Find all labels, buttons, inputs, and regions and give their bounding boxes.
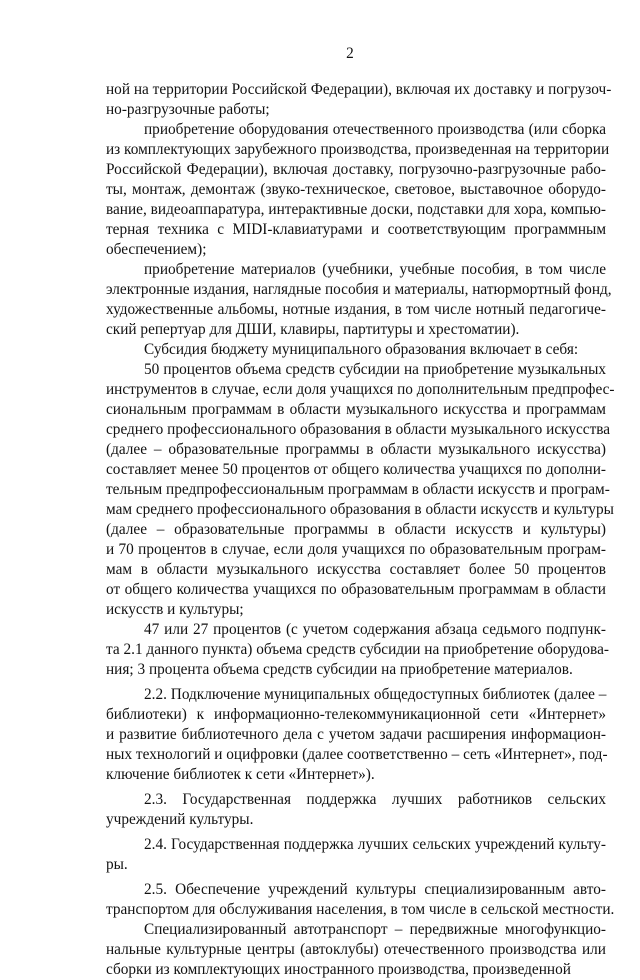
text-line: от общего количества учащихся по образовательным программам в области — [106, 581, 606, 598]
text-line: транспортом для обслуживания населения, в том числе в сельской местности. — [106, 901, 615, 918]
text-line: мам среднего профессионального образования в области искусств и культуры — [106, 501, 614, 518]
paragraph — [106, 620, 609, 680]
text-line: ры. — [106, 856, 128, 873]
page-number: 2 — [346, 45, 354, 62]
text-line: приобретение оборудования отечественного производства (или сборка — [144, 121, 606, 138]
text-line: та 2.1 данного пункта) объема средств субсидии на приобретение оборудова- — [106, 641, 609, 658]
paragraph — [106, 920, 606, 980]
text-line: среднего профессионального образования в области музыкального искусства — [106, 421, 611, 438]
text-line: 50 процентов объема средств субсидии на приобретение музыкальных — [144, 361, 606, 378]
text-line: сиональным программам в области музыкального искусства и программам — [106, 401, 606, 418]
text-line: учреждений культуры. — [106, 811, 254, 828]
text-line: ключение библиотек к сети «Интернет»). — [106, 766, 375, 783]
text-line: инструментов в случае, если доля учащихся по дополнительным предпрофес- — [106, 381, 615, 398]
text-line: терная техника с MIDI-клавиатурами и соответствующим программным — [106, 221, 606, 238]
text-line: ных технологий и оцифровки (далее соответственно – сеть «Интернет», под- — [106, 746, 608, 763]
text-line: мам в области музыкального искусства составляет более 50 процентов — [106, 561, 606, 578]
text-line: электронные издания, наглядные пособия и материалы, натюрмортный фонд, — [106, 281, 612, 298]
text-line: нальные культурные центры (автоклубы) отечественного производства или — [106, 941, 606, 958]
paragraph — [106, 685, 606, 785]
paragraph — [106, 80, 612, 120]
paragraph — [106, 360, 615, 620]
text-line: Специализированный автотранспорт – передвижные многофункцио- — [144, 921, 606, 938]
text-line: художественные альбомы, нотные издания, в том числе нотный педагогиче- — [106, 301, 606, 318]
paragraph — [106, 790, 606, 830]
text-line: 47 или 27 процентов (с учетом содержания абзаца седьмого подпунк- — [144, 621, 606, 638]
text-line: ной на территории Российской Федерации), включая их доставку и погрузоч- — [106, 81, 612, 98]
text-line: 2.4. Государственная поддержка лучших сельских учреждений культу- — [144, 836, 606, 853]
text-line: искусств и культуры; — [106, 601, 244, 618]
text-line: приобретение материалов (учебники, учебные пособия, в том числе — [144, 261, 606, 278]
text-line: тельным предпрофессиональным программам в области искусств и програм- — [106, 481, 610, 498]
paragraph — [106, 835, 606, 875]
paragraph — [106, 880, 615, 920]
text-line: 2.2. Подключение муниципальных общедоступных библиотек (далее – — [144, 686, 607, 703]
paragraph — [106, 340, 606, 360]
text-line: ский репертуар для ДШИ, клавиры, партитуры и хрестоматии). — [106, 321, 520, 338]
text-line: (далее – образовательные программы в области музыкального искусства) — [106, 441, 606, 458]
text-line: ты, монтаж, демонтаж (звуко-техническое, световое, выставочное оборудо- — [106, 181, 606, 198]
text-line: обеспечением); — [106, 241, 207, 258]
text-line: библиотеки) к информационно-телекоммуникационной сети «Интернет» — [106, 706, 606, 723]
document-body — [106, 80, 615, 980]
paragraph — [106, 260, 612, 340]
text-line: и развитие библиотечного дела с учетом задачи расширения информацион- — [106, 726, 606, 743]
text-line: вание, видеоаппаратура, интерактивные доски, подставки для хора, компью- — [106, 201, 606, 218]
text-line: 2.5. Обеспечение учреждений культуры специализированным авто- — [144, 881, 606, 898]
text-line: ния; 3 процента объема средств субсидии на приобретение материалов. — [106, 661, 573, 678]
text-line: (далее – образовательные программы в области искусств и культуры) — [106, 521, 606, 538]
text-line: составляет менее 50 процентов от общего количества учащихся по дополни- — [106, 461, 606, 478]
text-line: сборки из комплектующих иностранного производства, произведенной — [106, 961, 571, 978]
document-page — [106, 44, 615, 980]
text-line: и 70 процентов в случае, если доля учащихся по образовательным програм- — [106, 541, 606, 558]
text-line: но-разгрузочные работы; — [106, 101, 270, 118]
text-line: Российской Федерации), включая доставку, погрузочно-разгрузочные рабо- — [106, 161, 606, 178]
text-line: из комплектующих зарубежного производства, произведенная на территории — [106, 141, 610, 158]
paragraph — [106, 120, 610, 260]
text-line: 2.3. Государственная поддержка лучших работников сельских — [144, 791, 606, 808]
text-line: Субсидия бюджету муниципального образования включает в себя: — [144, 341, 579, 358]
